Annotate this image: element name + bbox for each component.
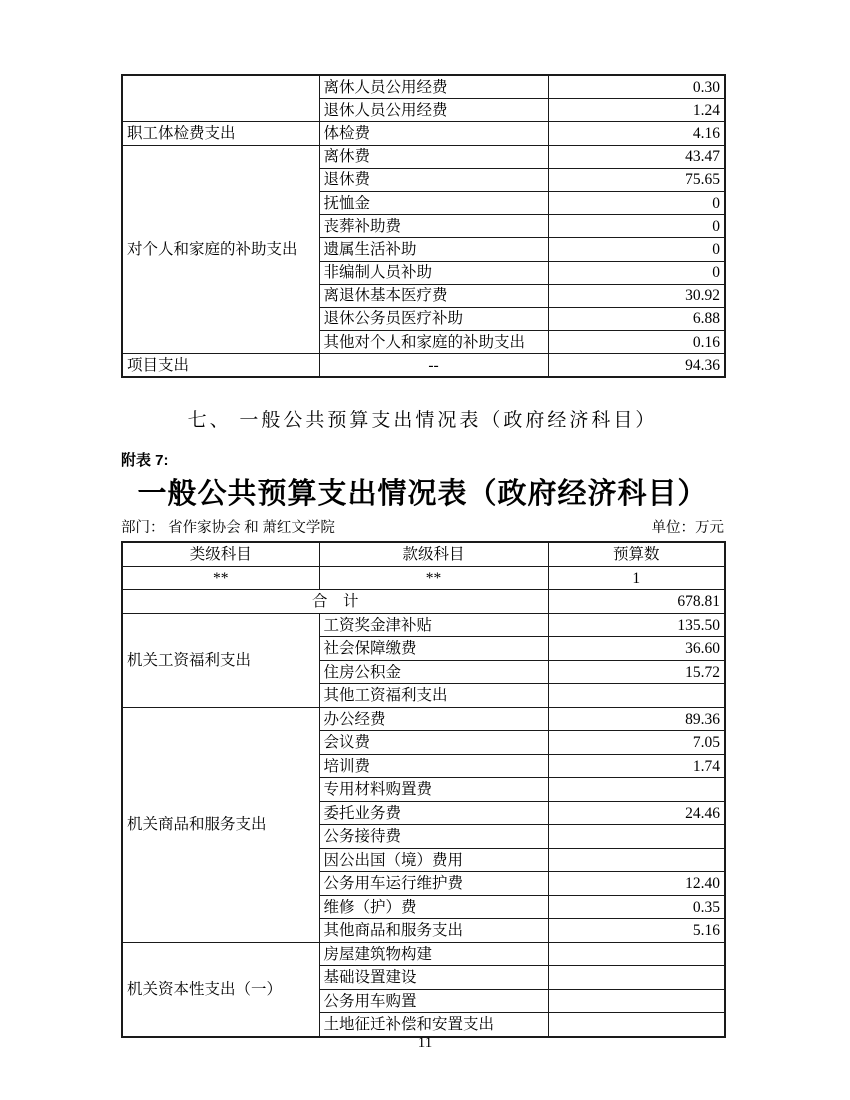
value-cell [548, 989, 725, 1013]
item-cell: 非编制人员补助 [319, 261, 548, 284]
item-cell: 退休人员公用经费 [319, 99, 548, 122]
value-cell: 15.72 [548, 660, 725, 684]
item-cell: -- [319, 354, 548, 378]
table-row [122, 75, 725, 99]
table-row [122, 590, 725, 614]
value-cell: 75.65 [548, 168, 725, 191]
value-cell [548, 966, 725, 990]
item-cell: 公务接待费 [319, 825, 548, 849]
value-cell [548, 942, 725, 966]
category-cell: 项目支出 [122, 354, 319, 378]
value-cell [548, 848, 725, 872]
item-cell: 办公经费 [319, 707, 548, 731]
item-cell: 土地征迁补偿和安置支出 [319, 1013, 548, 1037]
table-row [122, 613, 725, 637]
value-cell: 0.30 [548, 75, 725, 99]
value-cell: 94.36 [548, 354, 725, 378]
value-cell: 89.36 [548, 707, 725, 731]
value-cell: 12.40 [548, 872, 725, 896]
item-cell: 体检费 [319, 122, 548, 145]
item-cell: 离休人员公用经费 [319, 75, 548, 99]
item-cell: 住房公积金 [319, 660, 548, 684]
expenditure-continuation-table [121, 74, 726, 378]
budget-expenditure-table [121, 541, 726, 1038]
item-cell: 专用材料购置费 [319, 778, 548, 802]
column-header-cell: 款级科目 [319, 542, 548, 566]
value-cell: 0 [548, 238, 725, 261]
subheader-cell: ** [319, 566, 548, 590]
department-label: 部门： 省作家协会 和 萧红文学院 [121, 520, 335, 537]
item-cell: 因公出国（境）费用 [319, 848, 548, 872]
item-cell: 其他工资福利支出 [319, 684, 548, 708]
table-row [122, 542, 725, 566]
table-row [122, 707, 725, 731]
value-cell [548, 684, 725, 708]
page-content [121, 0, 724, 1038]
item-cell: 会议费 [319, 731, 548, 755]
item-cell: 其他商品和服务支出 [319, 919, 548, 943]
value-cell: 1.74 [548, 754, 725, 778]
item-cell: 退休费 [319, 168, 548, 191]
item-cell: 基础设置建设 [319, 966, 548, 990]
item-cell: 离退休基本医疗费 [319, 284, 548, 307]
column-header-cell: 类级科目 [122, 542, 319, 566]
value-cell [548, 825, 725, 849]
value-cell: 0 [548, 191, 725, 214]
item-cell: 其他对个人和家庭的补助支出 [319, 331, 548, 354]
table-row [122, 942, 725, 966]
category-cell: 职工体检费支出 [122, 122, 319, 145]
category-cell: 机关工资福利支出 [122, 613, 319, 707]
item-cell: 委托业务费 [319, 801, 548, 825]
value-cell: 24.46 [548, 801, 725, 825]
subheader-cell: 1 [548, 566, 725, 590]
value-cell: 0 [548, 261, 725, 284]
total-label-cell: 合 计 [122, 590, 548, 614]
item-cell: 社会保障缴费 [319, 637, 548, 661]
column-header-cell: 预算数 [548, 542, 725, 566]
unit-label: 单位：万元 [651, 520, 724, 537]
value-cell: 0.35 [548, 895, 725, 919]
item-cell: 公务用车购置 [319, 989, 548, 1013]
document-title: 一般公共预算支出情况表（政府经济科目） [137, 478, 708, 511]
item-cell: 公务用车运行维护费 [319, 872, 548, 896]
item-cell: 培训费 [319, 754, 548, 778]
category-cell: 对个人和家庭的补助支出 [122, 145, 319, 354]
item-cell: 遗属生活补助 [319, 238, 548, 261]
value-cell: 7.05 [548, 731, 725, 755]
table-row [122, 145, 725, 168]
item-cell: 工资奖金津补贴 [319, 613, 548, 637]
table-row [122, 122, 725, 145]
item-cell: 维修（护）费 [319, 895, 548, 919]
item-cell: 抚恤金 [319, 191, 548, 214]
value-cell: 0 [548, 215, 725, 238]
value-cell: 6.88 [548, 307, 725, 330]
item-cell: 丧葬补助费 [319, 215, 548, 238]
total-value-cell: 678.81 [548, 590, 725, 614]
section-heading: 七、 一般公共预算支出情况表（政府经济科目） [187, 410, 658, 432]
department-unit-line [121, 519, 724, 538]
page-number: 11 [417, 1035, 433, 1051]
subheader-cell: ** [122, 566, 319, 590]
category-cell: 机关资本性支出（一） [122, 942, 319, 1037]
appendix-label: 附表 7: [121, 452, 169, 470]
category-cell: 机关商品和服务支出 [122, 707, 319, 942]
item-cell: 退休公务员医疗补助 [319, 307, 548, 330]
value-cell: 0.16 [548, 331, 725, 354]
value-cell: 36.60 [548, 637, 725, 661]
value-cell [548, 1013, 725, 1037]
value-cell: 4.16 [548, 122, 725, 145]
table-row [122, 566, 725, 590]
value-cell: 30.92 [548, 284, 725, 307]
value-cell: 135.50 [548, 613, 725, 637]
value-cell: 1.24 [548, 99, 725, 122]
item-cell: 离休费 [319, 145, 548, 168]
value-cell [548, 778, 725, 802]
category-cell [122, 75, 319, 122]
value-cell: 43.47 [548, 145, 725, 168]
item-cell: 房屋建筑物构建 [319, 942, 548, 966]
value-cell: 5.16 [548, 919, 725, 943]
table-row [122, 354, 725, 378]
